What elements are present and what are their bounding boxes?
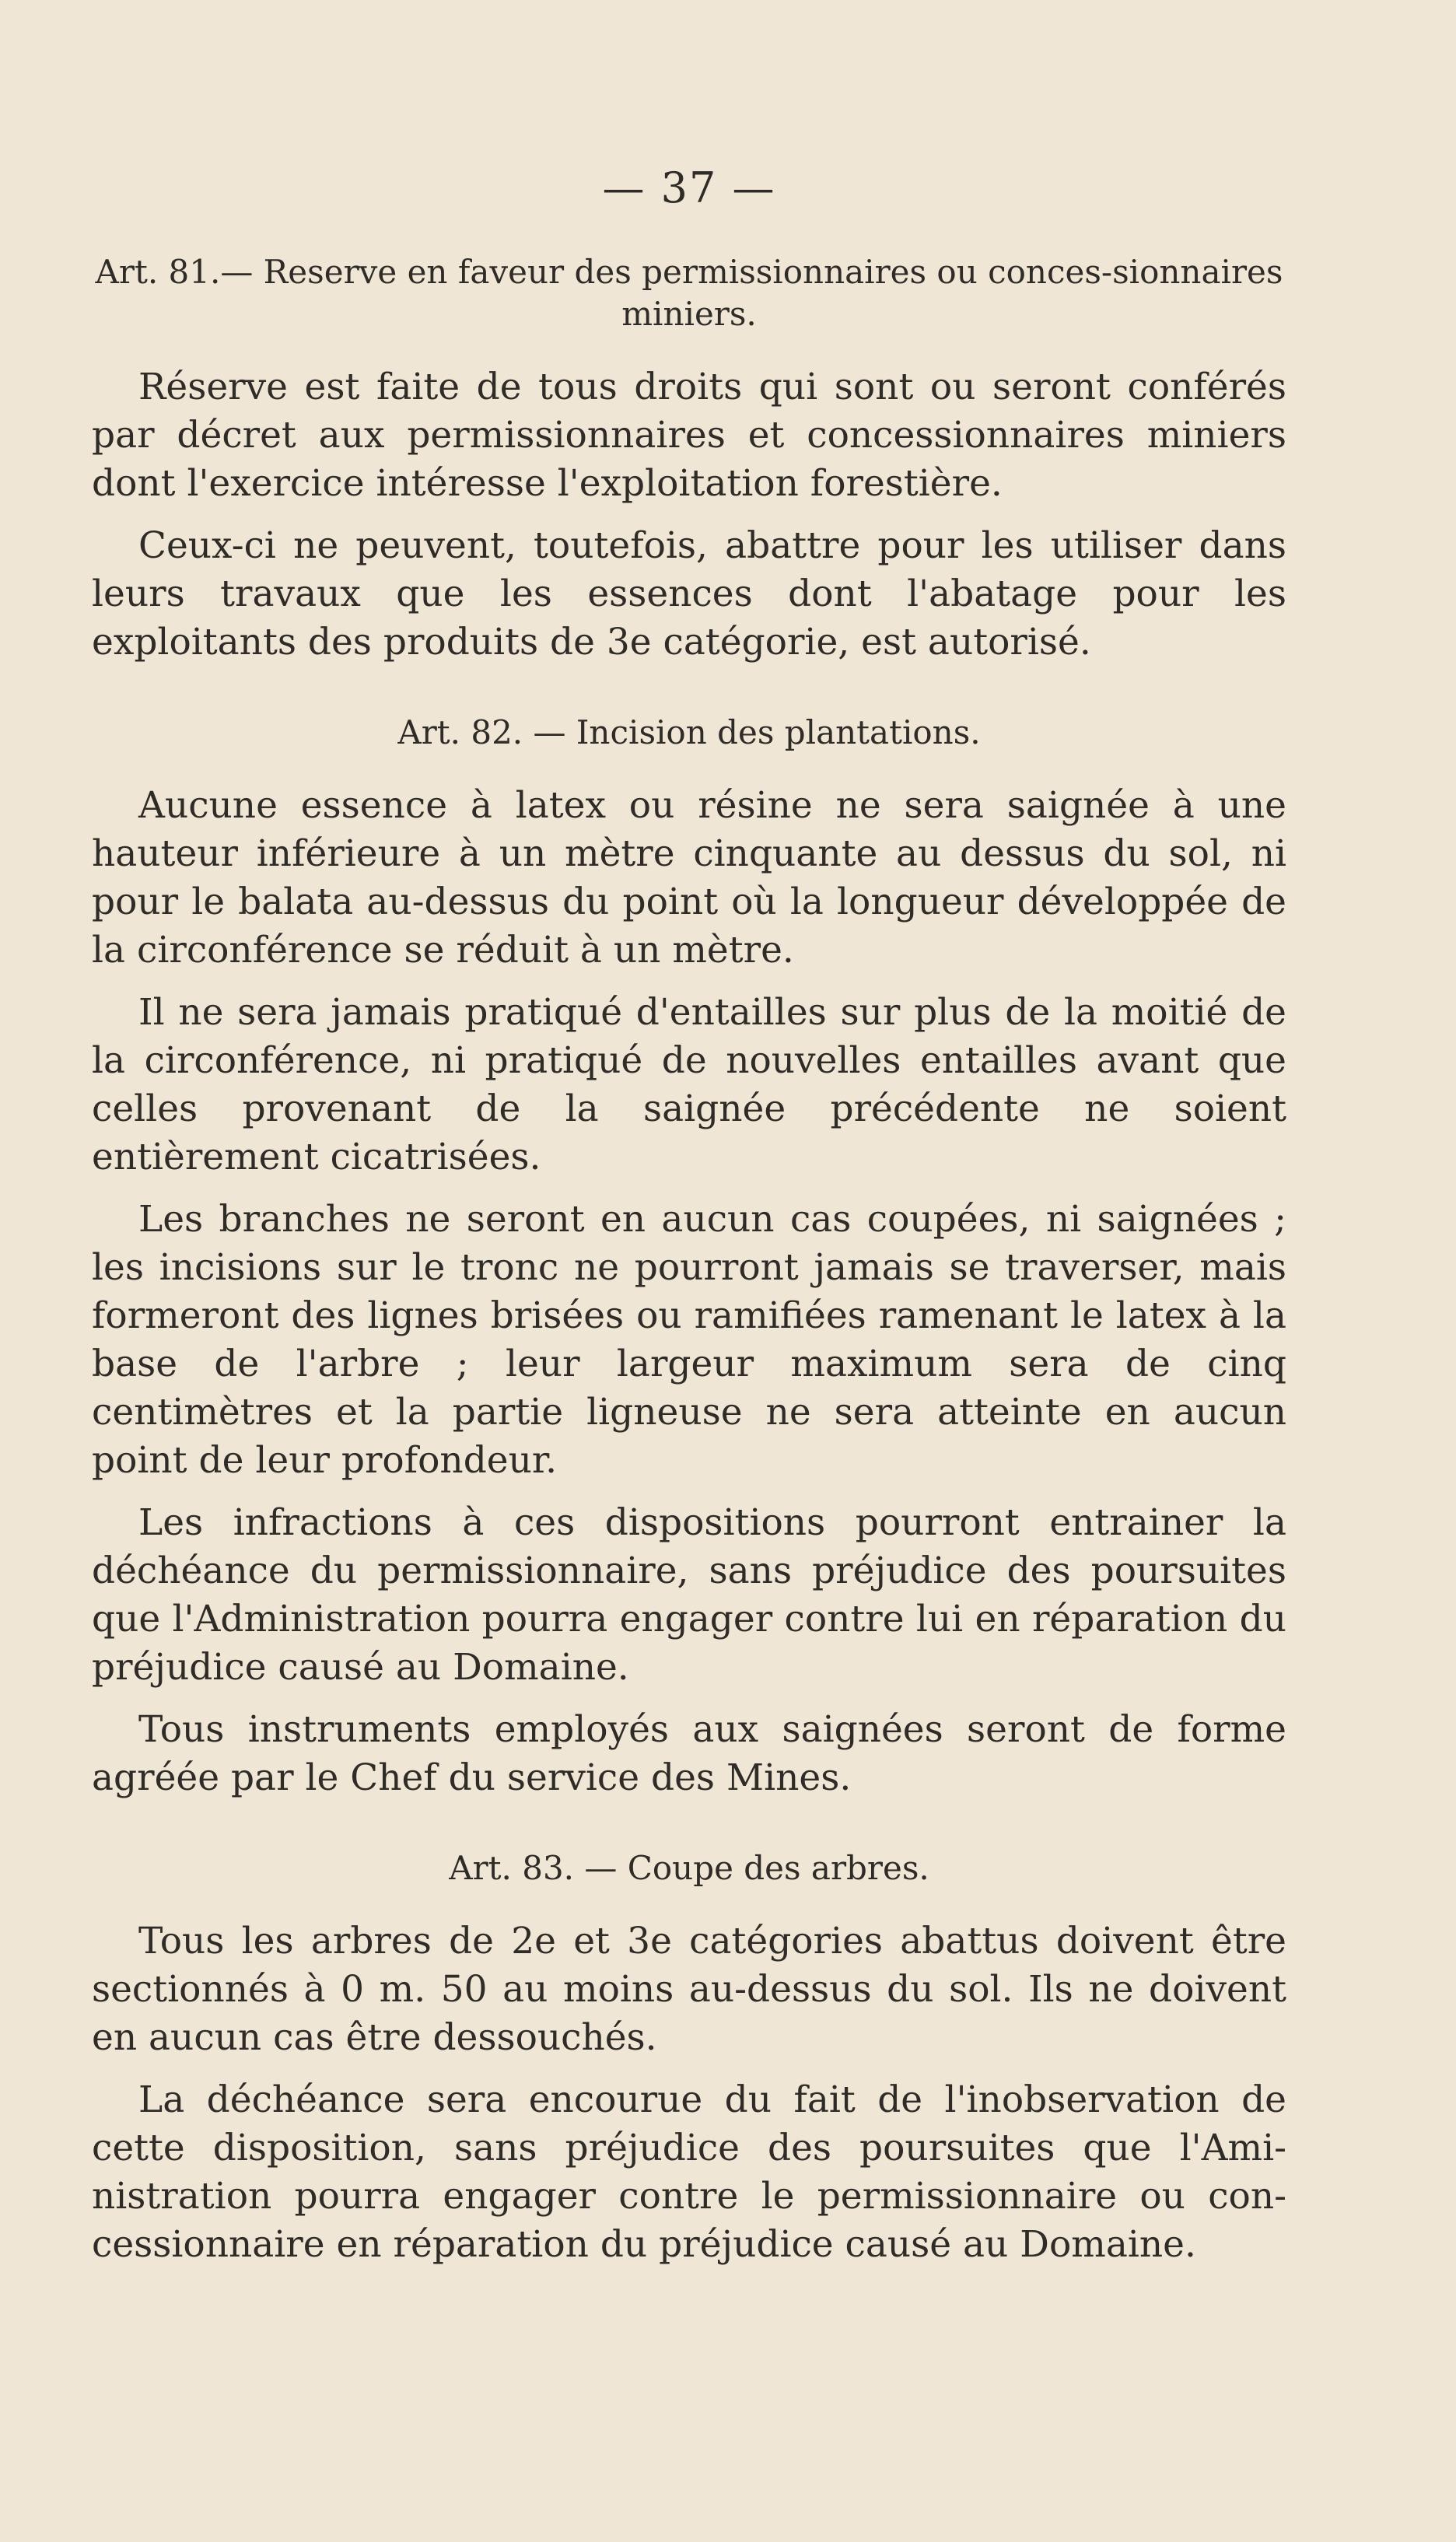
paragraph: Tous les arbres de 2e et 3e catégories abattus doivent être sectionnés à 0 m. 50 au moins au-dessus du sol. Ils ne doivent en aucun cas être dessouchés. [92,1920,1286,2059]
article-heading: Art. 83. — Coupe des arbres. [449,1849,929,1887]
paragraph: La déchéance sera encourue du fait de l'inobservation de cette disposition, sans préjudice des poursuites que l'Ami-nistration pourra engager contre le permissionnaire ou con-cessionnaire en réparation du préjudice causé au Domaine. [92,2078,1286,2266]
article-heading: Art. 81.— Reserve en faveur des permissionnaires ou conces-sionnaires miniers. [95,253,1283,333]
paragraph: Il ne sera jamais pratiqué d'entailles sur plus de la moitié de la circonférence, ni pratiqué de nouvelles entailles avant que celles provenant de la saignée précédente ne soient entièrement cicatrisées. [92,991,1286,1178]
paragraph: Tous instruments employés aux saignées seront de forme agréée par le Chef du service des Mines. [92,1708,1286,1799]
page-number: — 37 — [602,163,776,212]
paragraph: Aucune essence à latex ou résine ne sera saignée à une hauteur inférieure à un mètre cinquante au dessus du sol, ni pour le balata au-dessus du point où la longueur développée de la circonférence se réduit à un mètre. [92,784,1286,972]
article-81 [92,251,1286,667]
article-heading: Art. 82. — Incision des plantations. [397,713,981,751]
paragraph: Réserve est faite de tous droits qui sont ou seront conférés par décret aux permissionnaires et concessionnaires miniers dont l'exercice intéresse l'exploitation forestière. [92,366,1286,505]
article-83 [92,1847,1286,2269]
paragraph: Ceux-ci ne peuvent, toutefois, abattre pour les utiliser dans leurs travaux que les essences dont l'abatage pour les exploitants des produits de 3e catégorie, est autorisé. [92,524,1286,664]
paragraph: Les infractions à ces dispositions pourront entrainer la déchéance du permissionnaire, sans préjudice des poursuites que l'Administration pourra engager contre lui en réparation du préjudice causé au Domaine. [92,1501,1286,1689]
paragraph: Les branches ne seront en aucun cas coupées, ni saignées ; les incisions sur le tronc ne pourront jamais se traverser, mais formeront des lignes brisées ou ramifiées ramenant le latex à la base de l'arbre ; leur largeur maximum sera de cinq centimètres et la partie ligneuse ne sera atteinte en aucun point de leur profondeur. [92,1198,1286,1482]
article-82 [92,712,1286,1802]
